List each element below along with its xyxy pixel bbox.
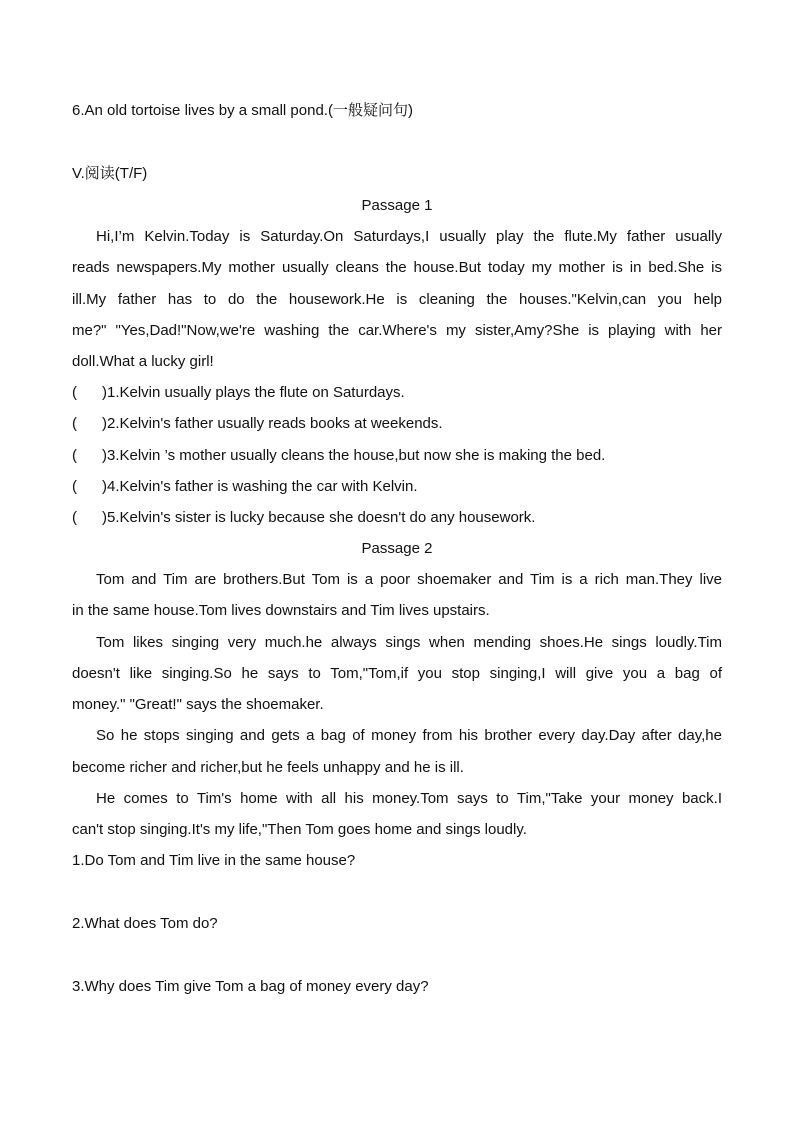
passage-1-line: doll.What a lucky girl! [72, 353, 214, 370]
passage-1-line: ill.My father has to do the housework.He is cleaning the houses."Kelvin,can you help [72, 291, 722, 308]
passage-1-line: reads newspapers.My mother usually cleans the house.But today my mother is in bed.She is [72, 259, 722, 276]
passage-2-line: Tom likes singing very much.he always sings when mending shoes.He sings loudly.Tim [96, 634, 722, 651]
passage-2-line: doesn't like singing.So he says to Tom,"Tom,if you stop singing,I will give you a bag of [72, 665, 722, 682]
comprehension-question-1: 1.Do Tom and Tim live in the same house? [72, 852, 356, 869]
passage-1-title: Passage 1 [361, 197, 433, 214]
passage-2-line: He comes to Tim's home with all his money.Tom says to Tim,"Take your money back.I [96, 790, 722, 807]
passage-2-line: So he stops singing and gets a bag of money from his brother every day.Day after day,he [96, 727, 722, 744]
passage-2-line: can't stop singing.It's my life,"Then Tom goes home and sings loudly. [72, 821, 527, 838]
tf-question-3 [72, 446, 722, 466]
passage-2-line: in the same house.Tom lives downstairs and Tim lives upstairs. [72, 602, 490, 619]
answer-blank[interactable]: ( [72, 478, 77, 495]
passage-1-line: Hi,I’m Kelvin.Today is Saturday.On Saturdays,I usually play the flute.My father usually [96, 228, 722, 245]
passage-2-title: Passage 2 [361, 540, 433, 557]
passage-2-line: Tom and Tim are brothers.But Tom is a poor shoemaker and Tim is a rich man.They live [96, 571, 722, 588]
passage-2-line: money." "Great!" says the shoemaker. [72, 696, 324, 713]
tf-question-text: )3.Kelvin ’s mother usually cleans the house,but now she is making the bed. [102, 447, 606, 464]
answer-blank[interactable]: ( [72, 415, 77, 432]
comprehension-question-3: 3.Why does Tim give Tom a bag of money every day? [72, 978, 429, 995]
tf-question-5 [72, 508, 722, 528]
tf-question-text: )4.Kelvin's father is washing the car with Kelvin. [102, 478, 418, 495]
answer-blank[interactable]: ( [72, 447, 77, 464]
passage-1-line: me?" "Yes,Dad!"Now,we're washing the car.Where's my sister,Amy?She is playing with her [72, 322, 722, 339]
passage-2-line: become richer and richer,but he feels unhappy and he is ill. [72, 759, 464, 776]
tf-question-text: )5.Kelvin's sister is lucky because she doesn't do any housework. [102, 509, 536, 526]
answer-blank[interactable]: ( [72, 384, 77, 401]
tf-question-4 [72, 477, 722, 497]
tf-question-text: )2.Kelvin's father usually reads books at weekends. [102, 415, 443, 432]
tf-question-2 [72, 414, 722, 434]
section-v-title: V.阅读(T/F) [72, 165, 148, 182]
answer-blank[interactable]: ( [72, 509, 77, 526]
tf-question-1 [72, 383, 722, 403]
question-6-text: 6.An old tortoise lives by a small pond.(一般疑问句) [72, 102, 413, 119]
tf-question-text: )1.Kelvin usually plays the flute on Saturdays. [102, 384, 405, 401]
comprehension-question-2: 2.What does Tom do? [72, 915, 218, 932]
